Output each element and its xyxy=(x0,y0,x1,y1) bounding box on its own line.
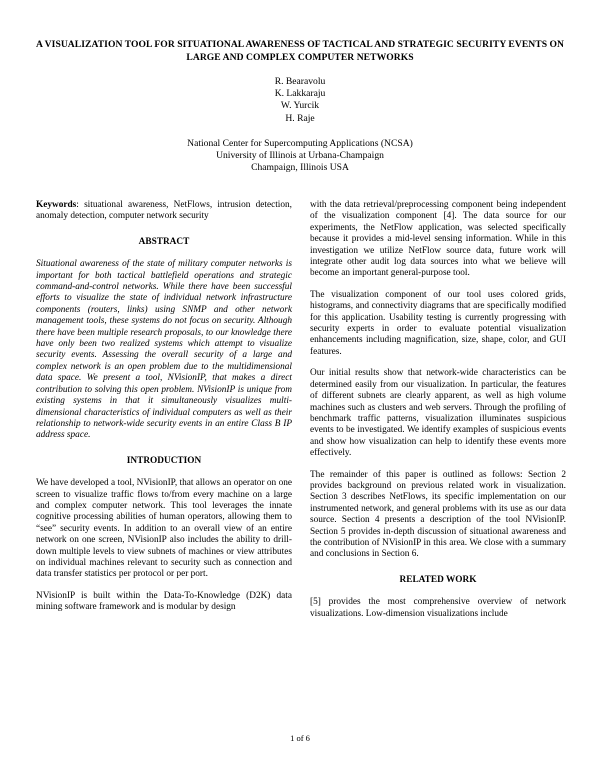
keywords-label: Keywords xyxy=(36,200,77,210)
paper-title: A VISUALIZATION TOOL FOR SITUATIONAL AWARENESS OF TACTICAL AND STRATEGIC SECURITY EVENTS ON LARGE AND COMPLEX COMPUTER NETWORKS xyxy=(35,39,565,63)
author-list xyxy=(150,76,450,125)
related-work-heading: RELATED WORK xyxy=(399,574,477,585)
related-work-paragraph-1: [5] provides the most comprehensive overview of network visualizations. Low-dimension visualizations include xyxy=(310,597,566,619)
body-paragraph-2: The visualization component of our tool uses colored grids, histograms, and connectivity diagrams that are specifically modified for this application. Usability testing is currently progressing with security experts in order to evaluate potential visualization enhancements including magnification, size, shape, color, and GUI features. xyxy=(310,289,566,357)
abstract-heading: ABSTRACT xyxy=(138,236,190,247)
page-number: 1 of 6 xyxy=(290,733,310,743)
left-column xyxy=(36,200,292,624)
author: K. Lakkaraju xyxy=(274,88,326,100)
author: R. Bearavolu xyxy=(274,76,326,87)
body-paragraph-3: Our initial results show that network-wide characteristics can be determined easily from our visualization. In particular, the features of different subnets are clearly apparent, as well as high volume machines such as clusters and web servers. Through the profiling of benchmark traffic patterns, visualization illuminates suspicious events to be investigated. We identify examples of suspicious events and show how visualization can help to identify these events more effectively. xyxy=(310,368,566,459)
introduction-paragraph-1: We have developed a tool, NVisionIP, that allows an operator on one screen to visualize traffic flows to/from every machine on a large and complex computer network. This tool leverages the innate cognitive processing abilities of human operators, allowing them to “see” security events. In addition to an overall view of an entire network on one screen, NVisionIP also includes the ability to drill-down multiple levels to view subnets of machines or view attributes on individual machines relevant to security such as connection and data transfer statistics per protocol or per port. xyxy=(36,478,292,580)
author: H. Raje xyxy=(285,112,315,124)
affiliation-line: University of Illinois at Urbana-Champaign xyxy=(216,150,384,162)
affiliation-line: National Center for Supercomputing Applications (NCSA) xyxy=(187,138,413,149)
body-paragraph-1: with the data retrieval/preprocessing component being independent of the visualization component [4]. The data source for our experiments, the NetFlow application, was selected specifically because it provides a mid-level sensing information. While in this investigation we utilize NetFlow source data, future work will integrate other audit log data sources into what we believe will become an important general-purpose tool. xyxy=(310,200,566,279)
abstract-body: Situational awareness of the state of military computer networks is important for both tactical battlefield operations and strategic command-and-control networks. While there have been successful efforts to visualize the state of individual network infrastructure components (routers, links) using SNMP and other network management tools, these systems do not focus on security. Although there have been multiple research proposals, to our knowledge there have only been two realized systems which attempt to visualize security events. Assessing the overall security of a large and complex network is an open problem due to the multidimensional data space. We present a tool, NVisionIP, that makes a direct contribution to solving this open problem. NVisionIP is unique from existing systems in that it simultaneously visualizes multi-dimensional characteristics of individual computers as well as their relationship to network-wide security events in an entire Class B IP address space. xyxy=(36,259,292,441)
right-column xyxy=(310,200,566,630)
affiliation xyxy=(120,138,480,175)
introduction-paragraph-2: NVisionIP is built within the Data-To-Knowledge (D2K) data mining software framework and is modular by design xyxy=(36,590,292,613)
introduction-heading: INTRODUCTION xyxy=(126,455,202,466)
body-paragraph-4: The remainder of this paper is outlined as follows: Section 2 provides background on previous related work in visualization. Section 3 describes NetFlows, its specific implementation on our instrumented network, and general problems with its use as our data source. Section 4 presents a description of the tool NVisionIP. Section 5 provides in-depth discussion of situational awareness and the contribution of NVisionIP in this area. We close with a summary and conclusions in Section 6. xyxy=(310,469,566,560)
affiliation-line: Champaign, Illinois USA xyxy=(251,162,349,174)
keywords-text: : situational awareness, NetFlows, intrusion detection, anomaly detection, computer network security xyxy=(36,200,292,222)
keywords xyxy=(36,200,292,223)
author: W. Yurcik xyxy=(280,100,320,112)
